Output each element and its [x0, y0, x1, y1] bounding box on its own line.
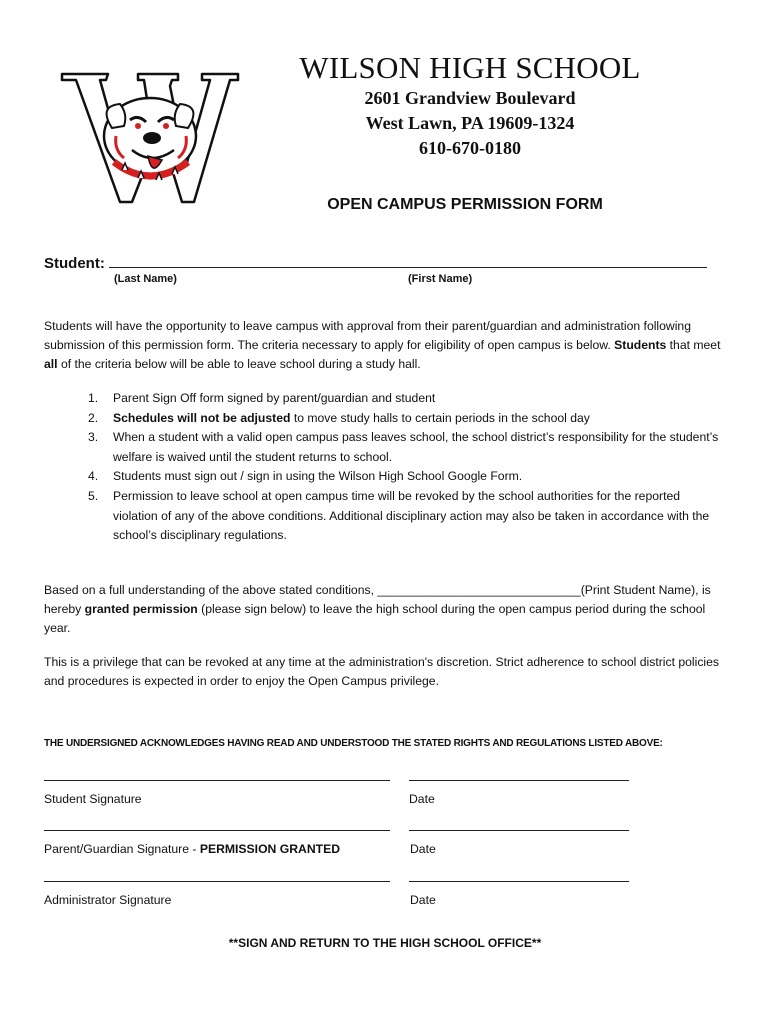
parent-date-line[interactable]: [409, 830, 629, 831]
privilege-paragraph: This is a privilege that can be revoked at any time at the administration's discretion. Strict adherence to school district policies and procedures is expected in order to enjoy the Open Campus privilege.: [44, 655, 719, 689]
address-line-1: 2601 Grandview Boulevard: [364, 88, 576, 108]
first-name-label: (First Name): [408, 273, 473, 285]
list-item: 4. Students must sign out / sign in using the Wilson High School Google Form.: [88, 469, 523, 484]
admin-date-line[interactable]: [409, 881, 629, 882]
parent-date-label: Date: [410, 842, 436, 856]
intro-text-3: of the criteria below will be able to leave school during a study hall.: [57, 357, 421, 372]
last-name-label: (Last Name): [114, 273, 177, 285]
permission-granted-text: PERMISSION GRANTED: [199, 842, 340, 856]
address-line-2: West Lawn, PA 19609-1324: [365, 113, 575, 133]
admin-signature-line[interactable]: [44, 881, 390, 882]
bulldog-w-logo-icon: [58, 66, 242, 206]
student-label: Student:: [44, 255, 105, 272]
intro-paragraph: [44, 317, 734, 375]
student-signature-line[interactable]: [44, 780, 390, 781]
student-date-label: Date: [409, 792, 435, 806]
admin-signature-label: Administrator Signature: [44, 893, 172, 907]
phone-number: 610-670-0180: [419, 138, 521, 158]
student-name-field[interactable]: [44, 253, 707, 272]
permission-paragraph: Based on a full understanding of the above stated conditions, ______________________________(Print Student Name), is hereby granted permission (please sign below) to leave the high school during the open campus period during the school year.: [44, 583, 711, 636]
form-title: OPEN CAMPUS PERMISSION FORM: [327, 196, 603, 213]
acknowledgement-heading: THE UNDERSIGNED ACKNOWLEDGES HAVING READ AND UNDERSTOOD THE STATED RIGHTS AND REGULATIONS LISTED ABOVE:: [44, 738, 663, 749]
list-item: 2. Schedules will not be adjusted to move study halls to certain periods in the school day: [88, 410, 590, 425]
student-date-line[interactable]: [409, 780, 629, 781]
list-item: 3. When a student with a valid open campus pass leaves school, the school district’s responsibility for the student’s welfare is waived until the student returns to school.: [88, 430, 719, 464]
return-instruction: **SIGN AND RETURN TO THE HIGH SCHOOL OFFICE**: [228, 936, 542, 950]
list-item: 5. Permission to leave school at open campus time will be revoked by the school authorities for the reported violation of any of the above conditions. Additional disciplinary action may also be taken in accordance with the school’s disciplinary regulations.: [88, 488, 710, 543]
list-item: 1. Parent Sign Off form signed by parent/guardian and student: [88, 391, 436, 405]
student-signature-label: Student Signature: [44, 792, 142, 806]
parent-signature-line[interactable]: [44, 830, 390, 831]
granted-permission-text: granted permission: [84, 602, 198, 617]
parent-signature-label: Parent/Guardian Signature - PERMISSION GRANTED: [44, 842, 340, 856]
intro-bold-all: all: [44, 357, 58, 372]
school-name: WILSON HIGH SCHOOL: [299, 50, 641, 85]
criteria-list: [88, 389, 728, 546]
intro-bold-students: Students: [614, 338, 667, 353]
admin-date-label: Date: [410, 893, 436, 907]
intro-text: Students will have the opportunity to leave campus with approval from their parent/guardian and administration following submission of this permission form. The criteria necessary to apply for eligibility of open campus is below.: [44, 319, 691, 353]
student-name-line[interactable]: [109, 253, 707, 268]
intro-text-2: that meet: [666, 338, 721, 353]
